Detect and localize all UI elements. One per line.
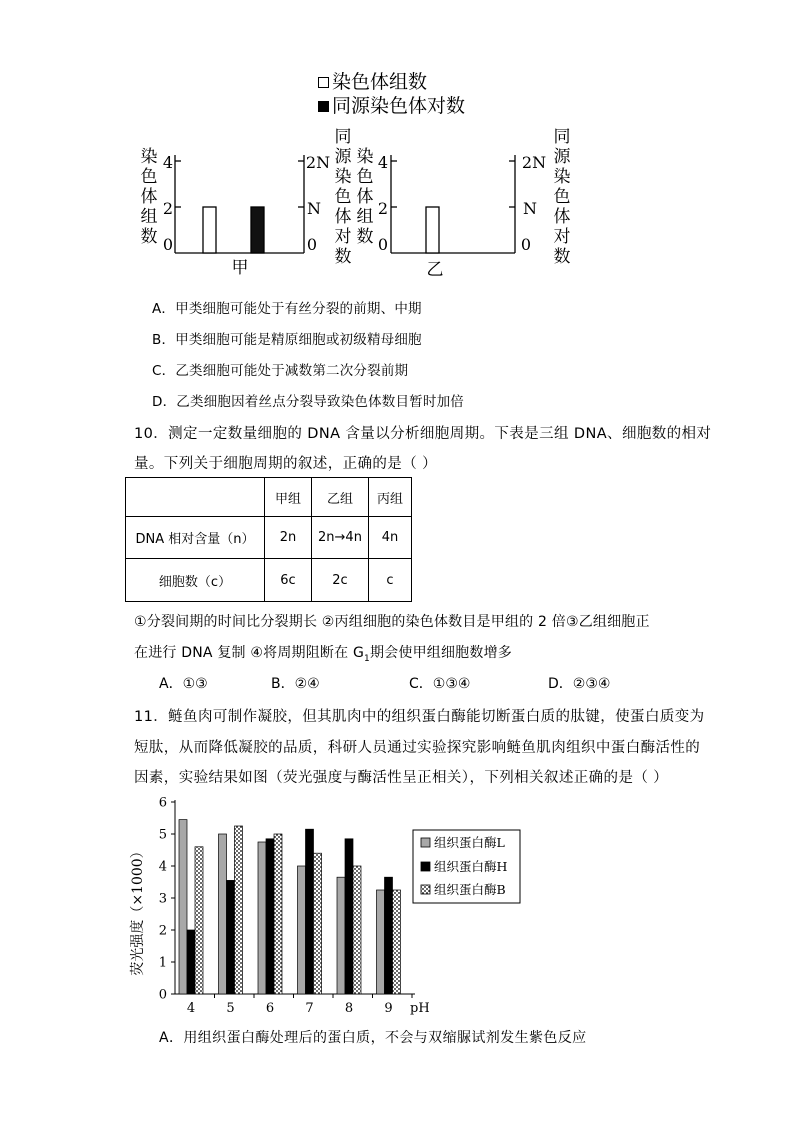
y2-tick-label: 0 [306, 235, 318, 254]
bar-dotted-ph-5 [235, 826, 243, 994]
bar-gray-ph-6 [258, 842, 266, 994]
q10-stem-line2: 量。下列关于细胞周期的叙述，正确的是（ ） [134, 456, 438, 472]
bar-black-ph-9 [385, 877, 393, 994]
y-title-char: 数 [356, 227, 374, 247]
q10-choice-b: B．②④ [271, 676, 320, 692]
y2-tick-label: 2N [305, 153, 331, 172]
q10-statements-line2 [134, 642, 512, 664]
bar-black-ph-4 [187, 930, 195, 994]
dotted-swatch-icon [421, 885, 430, 894]
bar-gray-ph-4 [179, 820, 187, 994]
bar-gray-ph-8 [337, 877, 345, 994]
y-tick-label: 0 [162, 235, 174, 254]
bar-black-ph-6 [266, 839, 274, 994]
bar-dotted-ph-9 [393, 890, 401, 994]
q10-choice-a: A．①③ [159, 676, 208, 692]
y-tick-label: 3 [158, 891, 167, 907]
y-ticks [159, 796, 175, 1003]
y-tick-label: 2 [162, 199, 174, 218]
bar-gray-ph-9 [377, 890, 385, 994]
empty-square-icon [318, 77, 329, 88]
subscript: 1 [364, 653, 370, 664]
y-tick-label: 0 [158, 987, 167, 1003]
q11-stem-line3: 因素，实验结果如图（荧光强度与酶活性呈正相关），下列相关叙述正确的是（ ） [134, 770, 669, 786]
bar-series [179, 820, 401, 994]
y-tick-label: 2 [158, 923, 167, 939]
table-cell: 2n→4n [312, 517, 369, 559]
statement-text: 在进行 DNA 复制 ④将周期阻断在 G [134, 645, 365, 661]
q11-stem-line1: 11．鲢鱼肉可制作凝胶，但其肌肉中的组织蛋白酶能切断蛋白质的肽键，使蛋白质变为 [134, 709, 705, 725]
y-title-char: 组 [140, 207, 158, 227]
fig1-legend [318, 70, 465, 118]
table-cell: 细胞数（c） [126, 559, 265, 602]
bar-black-ph-8 [345, 839, 353, 994]
y2-tick-label: 2N [521, 153, 547, 172]
q10-choice-c: C．①③④ [409, 676, 471, 692]
y2-tick-label: 0 [520, 235, 532, 254]
y2-title-char: 对 [334, 227, 352, 247]
y2-tick-label: N [307, 199, 321, 218]
x-tick-label: 4 [186, 1001, 196, 1016]
black-swatch-icon [421, 862, 430, 871]
table-cell: c [369, 559, 412, 602]
legend-label: 组织蛋白酶L [434, 835, 505, 850]
y2-title-char: 体 [553, 207, 571, 227]
y2-title-char: 色 [553, 187, 571, 207]
q10-choice-d: D．②③④ [548, 676, 611, 692]
q9-option-d: D．乙类细胞因着丝点分裂导致染色体数目暂时加倍 [152, 394, 464, 410]
y2-title-char: 对 [553, 227, 571, 247]
table-header-cell [126, 478, 265, 517]
y2-title-char: 源 [553, 147, 571, 167]
bar-black-ph-7 [306, 829, 314, 994]
y2-title-char: 同 [553, 127, 571, 147]
table-header-row [126, 478, 412, 517]
q9-option-a: A．甲类细胞可能处于有丝分裂的前期、中期 [152, 301, 422, 317]
y2-title-char: 色 [334, 187, 352, 207]
legend-item-pairs [318, 94, 465, 118]
filled-square-icon [318, 101, 329, 112]
table-header-cell: 乙组 [312, 478, 369, 517]
q11-stem-line2: 短肽，从而降低凝胶的品质，科研人员通过实验探究影响鲢鱼肌肉组织中蛋白酶活性的 [134, 740, 701, 756]
x-tick-label: 8 [344, 1001, 354, 1016]
table-cell: 2n [265, 517, 312, 559]
y2-title-char: 同 [334, 127, 352, 147]
y-title-char: 染 [356, 147, 374, 167]
x-tick-label: 5 [226, 1001, 235, 1016]
bar-dotted-ph-4 [195, 847, 203, 994]
bar-yi-groups [426, 207, 439, 253]
y-title-char: 色 [140, 167, 158, 187]
bar-jia-groups [203, 207, 216, 253]
y-tick-label: 4 [377, 153, 389, 172]
y-title-char: 体 [356, 187, 374, 207]
legend-label: 同源染色体对数 [332, 95, 466, 117]
y-tick-label: 4 [158, 859, 167, 875]
y2-title-char: 体 [334, 207, 352, 227]
y2-tick-label: N [523, 199, 537, 218]
q11-option-a: A．用组织蛋白酶处理后的蛋白质，不会与双缩脲试剂发生紫色反应 [159, 1030, 587, 1046]
legend-label: 组织蛋白酶B [434, 882, 506, 897]
table-cell: 6c [265, 559, 312, 602]
table-header-cell: 甲组 [265, 478, 312, 517]
y2-title-char: 染 [334, 167, 352, 187]
legend-label: 染色体组数 [332, 71, 428, 93]
y-tick-label: 0 [377, 235, 389, 254]
fig1-charts [130, 125, 590, 285]
y-tick-label: 1 [158, 955, 167, 971]
bar-gray-ph-7 [298, 866, 306, 994]
chart-yi [357, 127, 572, 280]
y2-title-char: 数 [553, 247, 571, 267]
y2-title-char: 染 [553, 167, 571, 187]
y-tick-label: 5 [158, 827, 167, 843]
gray-swatch-icon [421, 838, 430, 847]
bar-black-ph-5 [227, 880, 235, 994]
bar-dotted-ph-6 [274, 834, 282, 994]
y-tick-label: 6 [158, 795, 167, 811]
table-row [126, 559, 412, 602]
y-tick-label: 4 [162, 153, 174, 172]
bar-jia-pairs [251, 207, 264, 253]
y-title-char: 染 [140, 147, 158, 167]
enzyme-bar-chart [128, 790, 548, 1022]
table-cell: DNA 相对含量（n） [126, 517, 265, 559]
y-title-char: 色 [356, 167, 374, 187]
y-title-char: 组 [356, 207, 374, 227]
y-title-char: 数 [140, 227, 158, 247]
bar-dotted-ph-8 [353, 866, 361, 994]
table-row [126, 517, 412, 559]
bar-dotted-ph-7 [314, 853, 322, 994]
statement-text: 期会使甲组细胞数增多 [369, 645, 512, 661]
chart-jia [141, 127, 353, 278]
y2-title-char: 源 [334, 147, 352, 167]
x-tick-label: 7 [305, 1001, 314, 1016]
q9-option-b: B．甲类细胞可能是精原细胞或初级精母细胞 [152, 332, 422, 348]
y-title-char: 体 [140, 187, 158, 207]
dna-table [125, 477, 412, 602]
q10-stem-line1: 10．测定一定数量细胞的 DNA 含量以分析细胞周期。下表是三组 DNA、细胞数的相对 [134, 426, 712, 442]
bar-gray-ph-5 [219, 834, 227, 994]
legend-label: 组织蛋白酶H [434, 859, 508, 874]
table-header-cell: 丙组 [369, 478, 412, 517]
q10-statements-line1: ①分裂间期的时间比分裂期长 ②丙组细胞的染色体数目是甲组的 2 倍③乙组细胞正 [134, 614, 650, 630]
y-tick-label: 2 [377, 199, 389, 218]
legend-item-groups [318, 70, 465, 94]
table-cell: 4n [369, 517, 412, 559]
y2-title-char: 数 [334, 247, 352, 267]
q9-option-c: C．乙类细胞可能处于减数第二次分裂前期 [152, 363, 409, 379]
y-axis-title: 荧光强度（×1000） [130, 844, 146, 976]
x-tick-label: 6 [265, 1001, 275, 1016]
x-tick-label: 9 [384, 1001, 393, 1016]
x-axis-title: pH [410, 1001, 430, 1016]
chart-label: 甲 [231, 258, 249, 278]
chart-label: 乙 [426, 260, 444, 280]
x-ticks [187, 994, 412, 1016]
table-cell: 2c [312, 559, 369, 602]
